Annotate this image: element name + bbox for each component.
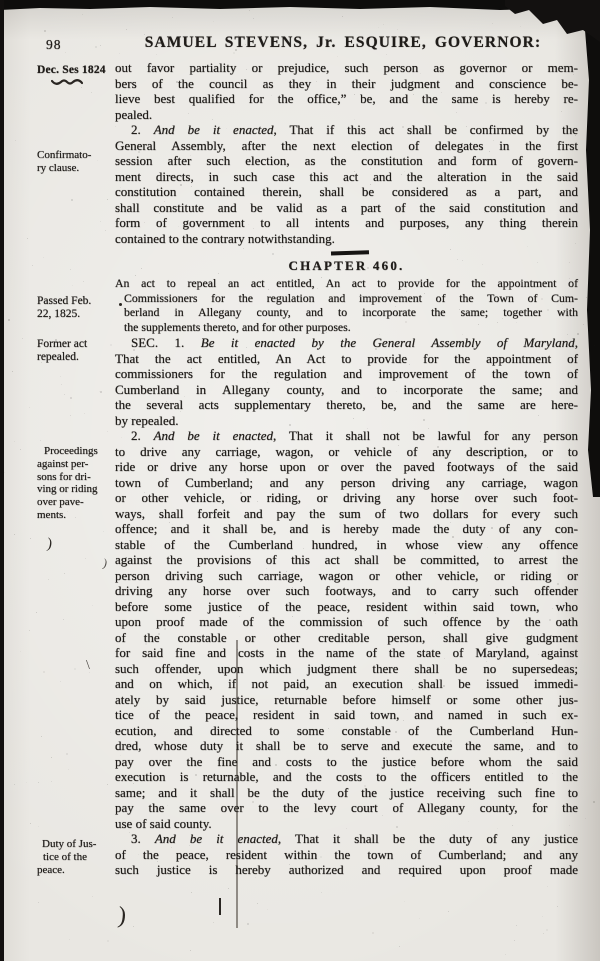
scan-noise-speck [84, 413, 85, 414]
scan-noise-speck [63, 619, 64, 620]
scan-noise-speck [505, 954, 506, 955]
scan-noise-speck [30, 538, 31, 539]
scan-noise-speck [69, 939, 70, 940]
scan-noise-speck [38, 782, 39, 783]
scan-noise-speck [30, 823, 31, 824]
margin-note-former-act-repealed [37, 338, 113, 364]
margin-note-proceedings [37, 445, 113, 522]
scan-noise-speck [36, 612, 37, 613]
margin-note-text: Confirmato- ry clause. [37, 149, 92, 174]
scan-noise-speck [4, 472, 5, 473]
scan-noise-speck [119, 53, 120, 54]
scan-noise-speck [85, 558, 86, 559]
margin-note-confirmatory-clause [37, 149, 113, 175]
scan-noise-speck [51, 781, 52, 782]
scan-noise-speck [172, 17, 173, 18]
scan-noise-speck [92, 605, 93, 606]
scan-noise-speck [14, 534, 15, 535]
scan-noise-speck [516, 925, 517, 926]
margin-note-passed-date [37, 295, 113, 321]
section-divider-rule [330, 250, 368, 255]
scan-noise-speck [92, 896, 93, 897]
scan-noise-speck [593, 801, 595, 803]
margin-note-session-date [37, 64, 113, 87]
scan-noise-speck [100, 221, 101, 222]
scan-noise-speck [253, 18, 254, 19]
scan-noise-speck [133, 926, 134, 927]
scan-noise-speck [14, 441, 15, 442]
scan-noise-speck [233, 52, 235, 54]
scan-noise-speck [107, 940, 109, 942]
scan-noise-speck [29, 407, 30, 408]
scan-noise-speck [43, 257, 44, 258]
scan-noise-speck [107, 784, 108, 785]
scan-noise-speck [15, 140, 16, 141]
scan-noise-speck [70, 397, 72, 399]
scan-noise-speck [64, 394, 65, 395]
scan-noise-speck [386, 54, 387, 55]
margin-note-text: Former act repealed. [37, 338, 88, 363]
scan-noise-speck [60, 376, 61, 377]
scan-noise-speck [586, 297, 587, 298]
scan-noise-speck [64, 573, 65, 574]
scan-noise-speck [99, 391, 100, 392]
scan-noise-speck [74, 668, 76, 670]
margin-note-text: Dec. Ses 1824 [37, 64, 106, 76]
paragraph-confirmatory-section-2: 2. And be it enacted, That if this act shall be confirmed by the General Assembly, after the next election of delegates in the first session after such election, as the constitution and form of govern- ment directs, in such case this act and the alteration in the said constitution contained therein, shall be considered as a part, and shall constitute and be valid as a part of the said constitution and form of government to all intents and purposes, any thing therein contained to the contrary notwithstanding. [115, 122, 579, 246]
paragraph-continuation: out favor partiality or prejudice, such person as governor or mem- bers of the council as they in their judgment and conscience be- lieve best qualified for the office,” be, and the same is hereby re- pealed. [115, 60, 578, 122]
scan-noise-speck [103, 531, 104, 532]
scan-noise-speck [126, 29, 127, 30]
scan-noise-speck [342, 16, 343, 17]
scan-noise-speck [12, 371, 13, 372]
scan-noise-speck [583, 324, 584, 325]
scan-noise-speck [397, 29, 398, 30]
scan-noise-speck [399, 946, 400, 947]
scan-noise-speck [213, 21, 214, 22]
scan-noise-speck [546, 929, 548, 931]
ink-stray-mark: ) [45, 535, 54, 553]
margin-note-text: Proceedings against per- sons for dri- ving or riding over pave- ments. [37, 445, 98, 521]
scan-noise-speck [91, 92, 92, 93]
scan-noise-speck [191, 892, 192, 893]
scan-noise-speck [249, 10, 250, 11]
scan-noise-speck [247, 923, 249, 925]
scan-noise-speck [20, 651, 21, 652]
scan-noise-speck [557, 906, 558, 907]
scan-noise-speck [66, 753, 68, 755]
scan-noise-speck [65, 52, 66, 53]
scan-noise-speck [61, 384, 62, 385]
scan-noise-speck [190, 950, 191, 951]
scan-noise-speck [520, 26, 521, 27]
scan-noise-speck [547, 886, 548, 887]
ink-stray-mark: ) [101, 555, 109, 571]
scan-noise-speck [543, 933, 544, 934]
scan-noise-speck [22, 338, 23, 339]
scan-noise-speck [72, 285, 73, 286]
scan-noise-speck [107, 199, 108, 200]
margin-note-text: Duty of Jus- tice of the peace. [37, 838, 97, 876]
scan-noise-speck [228, 888, 229, 889]
scan-noise-speck [404, 901, 405, 902]
scan-noise-speck [372, 932, 374, 934]
scan-edge-right [583, 0, 600, 497]
scan-noise-speck [95, 46, 97, 48]
running-head-title: SAMUEL STEVENS, Jr. ESQUIRE, GOVERNOR: [144, 34, 542, 51]
scan-noise-speck [383, 24, 384, 25]
scan-noise-speck [492, 23, 493, 24]
margin-note-duty-of-justice [37, 838, 113, 876]
scan-noise-speck [110, 732, 111, 733]
margin-note-text: Passed Feb. 22, 1825. [37, 295, 92, 320]
section-2-paragraph: 2. And be it enacted, That it shall not be lawful for any person to drive any carriage, wagon, or vehicle of any description, or to ride or drive any horse upon or over the paved footways of the said town of Cumberland; and any person driving any carriage, wagon or other vehicle, or riding, or driving any horse over such foot- ways, shall forfeit and pay the sum of two dollars for every such offence; and it shall be, and is hereby made the duty of any con- stable of the Cumberland hundred, in whose view any offence against the provisions of this act shall be committed, to arrest the person driving such carriage, wagon or other vehicle, or riding or driving any horse over such footways, and to carry such offender before some justice of the peace, resident within said town, who upon proof made of the commission of such offence by the oath of the constable or other creditable person, shall give gudgment for said fine and costs in the name of the state of Maryland, against such offender, upon which judgment there shall be no supersedeas; and on which, if not paid, an execution shall be issued immedi- ately by said justice, returnable before himself or some other jus- tice of the peace, resident in said town, and named in such ex- ecution, and directed to some constable of the Cumberland Hun- dred, whose duty it shall be to serve and execute the same, and to pay over the fine and costs to the justice before whom the said execution is returnable, and the costs to the officers entitled to the same; and it shall be the duty of the justice receiving such fine to pay the same over to the levy court of Allegany county, for the use of said county. [115, 428, 579, 831]
scan-noise-speck [38, 902, 39, 903]
scan-noise-speck [68, 769, 69, 770]
scan-noise-speck [60, 681, 61, 682]
scan-noise-speck [41, 736, 42, 737]
scan-noise-speck [26, 782, 27, 783]
scan-noise-speck [40, 440, 41, 441]
scan-noise-speck [100, 391, 102, 393]
scan-noise-speck [213, 922, 214, 923]
scan-noise-speck [267, 909, 268, 910]
scan-noise-speck [71, 199, 73, 201]
scan-noise-speck [27, 238, 28, 239]
scan-noise-speck [44, 30, 46, 32]
scan-noise-speck [51, 757, 52, 758]
ink-stray-mark: \ [86, 658, 90, 673]
scan-noise-speck [419, 918, 420, 919]
scan-noise-speck [105, 230, 106, 231]
scan-noise-speck [100, 45, 101, 46]
ink-stray-mark: ) [116, 902, 128, 930]
ink-stray-mark [219, 898, 221, 915]
flourish-squiggle-icon [51, 78, 83, 87]
scan-noise-speck [43, 671, 45, 673]
scan-noise-speck [48, 579, 49, 580]
scan-noise-speck [156, 54, 157, 55]
scan-noise-speck [257, 903, 258, 904]
page-number: 98 [46, 37, 62, 52]
scan-noise-speck [107, 431, 108, 432]
scan-noise-speck [32, 265, 33, 266]
scan-noise-speck [20, 449, 21, 450]
scan-noise-speck [448, 911, 449, 912]
scan-noise-speck [81, 87, 82, 88]
scan-noise-speck [29, 630, 30, 631]
section-1-paragraph: SEC. 1. Be it enacted by the General Assembly of Maryland, That the act entitled, An Act to provide for the appointment of commissioners for the regulation and improvement of the town of Cumberland in Allegany county, and to incorporate the same; and the several acts supplementary thereto, be, and the same are here- by repealed. [115, 335, 579, 428]
scan-noise-speck [38, 826, 39, 827]
chapter-title: An act to repeal an act entitled, An act to provide for the appointment of Commissioners for the regulation and improvement of the Town of Cum- berland in Allegany county, and to incorporate the same; together with the supplements thereto, and for other purposes. [115, 276, 578, 334]
scan-noise-speck [70, 415, 71, 416]
scan-edge-left [0, 0, 4, 961]
scan-noise-speck [8, 319, 10, 321]
section-3-paragraph: 3. And be it enacted, That it shall be the duty of any justice of the peace, resident within the town of Cumberland; and any such justice is hereby authorized and required upon proof made [115, 831, 579, 877]
scan-noise-speck [321, 892, 322, 893]
scan-noise-speck [82, 14, 83, 15]
body-text-column [115, 60, 578, 878]
scan-noise-speck [337, 56, 338, 57]
scan-noise-speck [83, 281, 84, 282]
scan-noise-speck [514, 940, 515, 941]
scan-noise-speck [585, 818, 586, 819]
scan-noise-speck [14, 784, 15, 785]
scan-noise-speck [70, 269, 71, 270]
scan-noise-speck [378, 27, 379, 28]
chapter-heading: CHAPTER 460. [288, 258, 405, 273]
scan-noise-speck [542, 916, 543, 917]
